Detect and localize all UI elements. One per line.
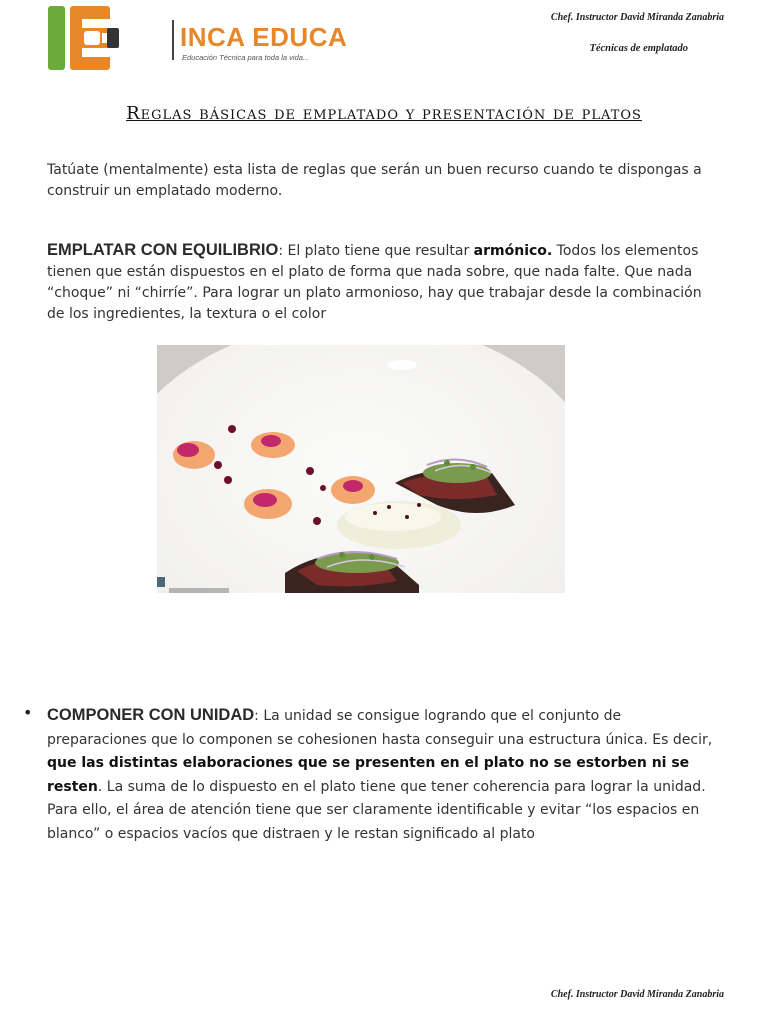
section-equilibrio <box>47 240 719 325</box>
section-heading: EMPLATAR CON EQUILIBRIO <box>47 241 279 259</box>
inca-educa-logo-icon <box>46 4 170 72</box>
header-author: Chef. Instructor David Miranda Zanabria <box>550 12 724 23</box>
footer-author: Chef. Instructor David Miranda Zanabria <box>550 989 724 1000</box>
intro-paragraph: Tatúate (mentalmente) esta lista de reglas que serán un buen recurso cuando te dispongas a construir un emplatado moderno. <box>47 162 702 199</box>
bullet-marker: • <box>23 703 33 722</box>
brand-tagline: Educación Técnica para toda la vida... <box>182 53 310 62</box>
brand-name: INCA EDUCA <box>180 22 348 52</box>
plated-dish-photo <box>157 345 565 593</box>
section-heading: COMPONER CON UNIDAD <box>47 706 255 724</box>
header-subject: Técnicas de emplatado <box>589 43 688 54</box>
section-bold-text: que las distintas elaboraciones que se presenten en el plato no se estorben ni se resten <box>47 755 690 795</box>
document-title: Reglas básicas de emplatado y presentación de platos <box>126 103 642 124</box>
logo-divider <box>172 20 174 60</box>
section-text: Todos los elementos tienen que están dispuestos en el plato de forma que nada sobre, que nada falte. Que nada “choque” ni “chirríe”. Para lograr un plato armonioso, hay que trabajar desde la combinación de los ingredientes, la textura o el color <box>47 243 702 322</box>
plate-illustration <box>157 345 565 593</box>
brand-logo <box>46 4 348 72</box>
section-text: : El plato tiene que resultar <box>278 243 474 259</box>
section-unidad <box>47 704 719 847</box>
section-bold-text: armónico. <box>473 243 553 259</box>
section-text: : La unidad se consigue logrando que el conjunto de preparaciones que lo componen se cohesionen hasta conseguir una estructura única. Es decir, <box>47 708 713 748</box>
section-text: . La suma de lo dispuesto en el plato tiene que tener coherencia para lograr la unidad. Para ello, el área de atención tiene que ser claramente identificable y evitar “los espacios en blanco” o espacios vacíos que distraen y le restan significado al plato <box>47 778 706 842</box>
